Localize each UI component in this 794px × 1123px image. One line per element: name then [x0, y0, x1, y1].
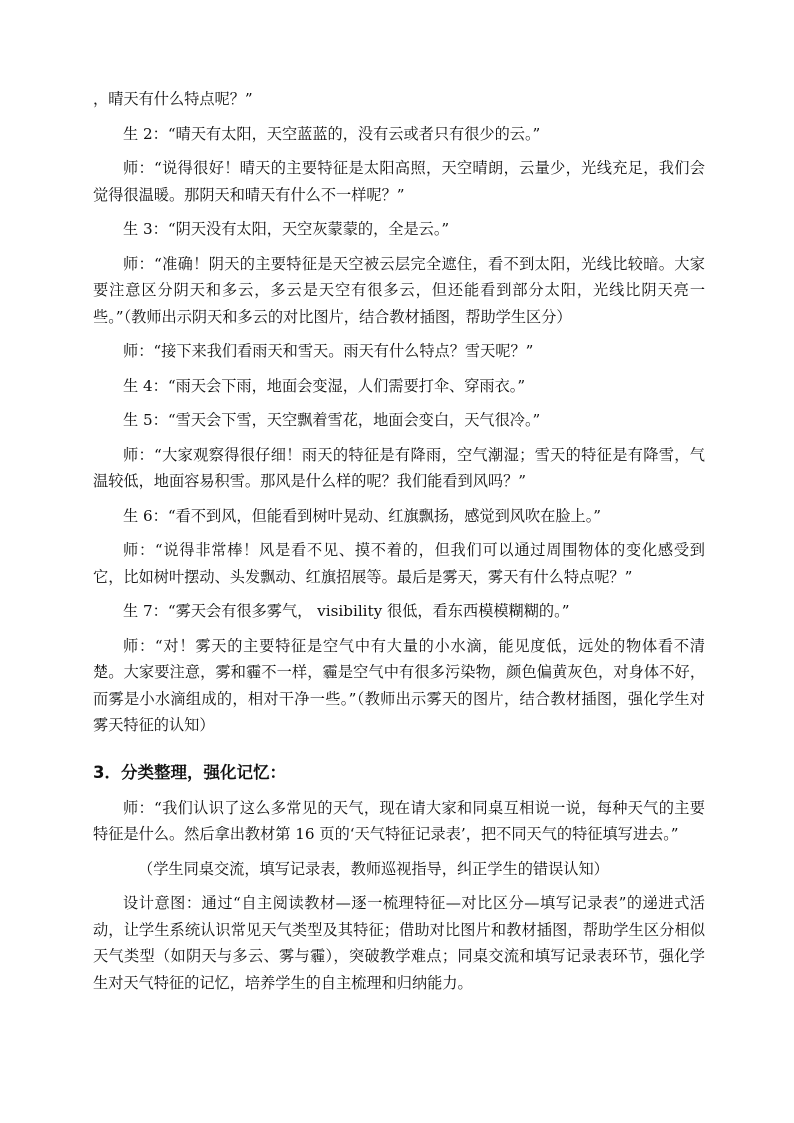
paragraph: 生 4：“雨天会下雨，地面会变湿，人们需要打伞、穿雨衣。” — [123, 376, 526, 395]
dialogue-section — [93, 86, 705, 739]
paragraph: 师：“大家观察得很仔细！雨天的特征是有降雨，空气潮湿；雪天的特征是有降雪，气温较低，地面容易积雪。那风是什么样的呢？我们能看到风吗？” — [93, 445, 705, 490]
paragraph: 师：“我们认识了这么多常见的天气，现在请大家和同桌互相说一说，每种天气的主要特征是什么。然后拿出教材第 16 页的‘天气特征记录表’，把不同天气的特征填写进去。” — [93, 798, 705, 843]
section-heading: 3．分类整理，强化记忆： — [93, 762, 286, 782]
paragraph: 师：“准确！阴天的主要特征是天空被云层完全遮住，看不到太阳，光线比较暗。大家要注意区分阴天和多云，多云是天空有很多云，但还能看到部分太阳，光线比阴天亮一些。”（教师出示阴天和多云的对比图片，结合教材插图，帮助学生区分） — [93, 254, 705, 326]
paragraph: （学生同桌交流，填写记录表，教师巡视指导，纠正学生的错误认知） — [138, 859, 609, 878]
paragraph: 生 7：“雾天会有很多雾气， visibility 很低，看东西模模糊糊的。” — [123, 602, 570, 620]
paragraph: 生 2：“晴天有太阳，天空蓝蓝的，没有云或者只有很少的云。” — [123, 124, 541, 143]
paragraph: 设计意图：通过“自主阅读教材—逐一梳理特征—对比区分—填写记录表”的递进式活动，让学生系统认识常见天气类型及其特征；借助对比图片和教材插图，帮助学生区分相似天气类型（如阴天与多云、雾与霾），突破教学难点；同桌交流和填写记录表环节，强化学生对天气特征的记忆，培养学生的自主梳理和归纳能力。 — [93, 894, 705, 992]
paragraph: 师：“对！雾天的主要特征是空气中有大量的小水滴，能见度低，远处的物体看不清楚。大家要注意，雾和霾不一样，霾是空气中有很多污染物，颜色偏黄灰色，对身体不好，而雾是小水滴组成的，相对干净一些。”（教师出示雾天的图片，结合教材插图，强化学生对雾天特征的认知） — [93, 636, 705, 734]
summary-section — [93, 795, 705, 997]
paragraph: 师：“接下来我们看雨天和雪天。雨天有什么特点？雪天呢？” — [123, 342, 534, 360]
paragraph: 生 5：“雪天会下雪，天空飘着雪花，地面会变白，天气很冷。” — [123, 411, 541, 429]
paragraph: 生 3：“阴天没有太阳，天空灰蒙蒙的，全是云。” — [123, 220, 450, 238]
paragraph: ，晴天有什么特点呢？” — [93, 90, 253, 108]
document-page — [93, 86, 705, 1004]
paragraph: 师：“说得非常棒！风是看不见、摸不着的，但我们可以通过周围物体的变化感受到它，比如树叶摆动、头发飘动、红旗招展等。最后是雾天，雾天有什么特点呢？” — [93, 541, 705, 586]
paragraph: 师：“说得很好！晴天的主要特征是太阳高照，天空晴朗，云量少，光线充足，我们会觉得很温暖。那阴天和晴天有什么不一样呢？” — [93, 159, 705, 204]
paragraph: 生 6：“看不到风，但能看到树叶晃动、红旗飘扬，感觉到风吹在脸上。” — [123, 506, 602, 525]
